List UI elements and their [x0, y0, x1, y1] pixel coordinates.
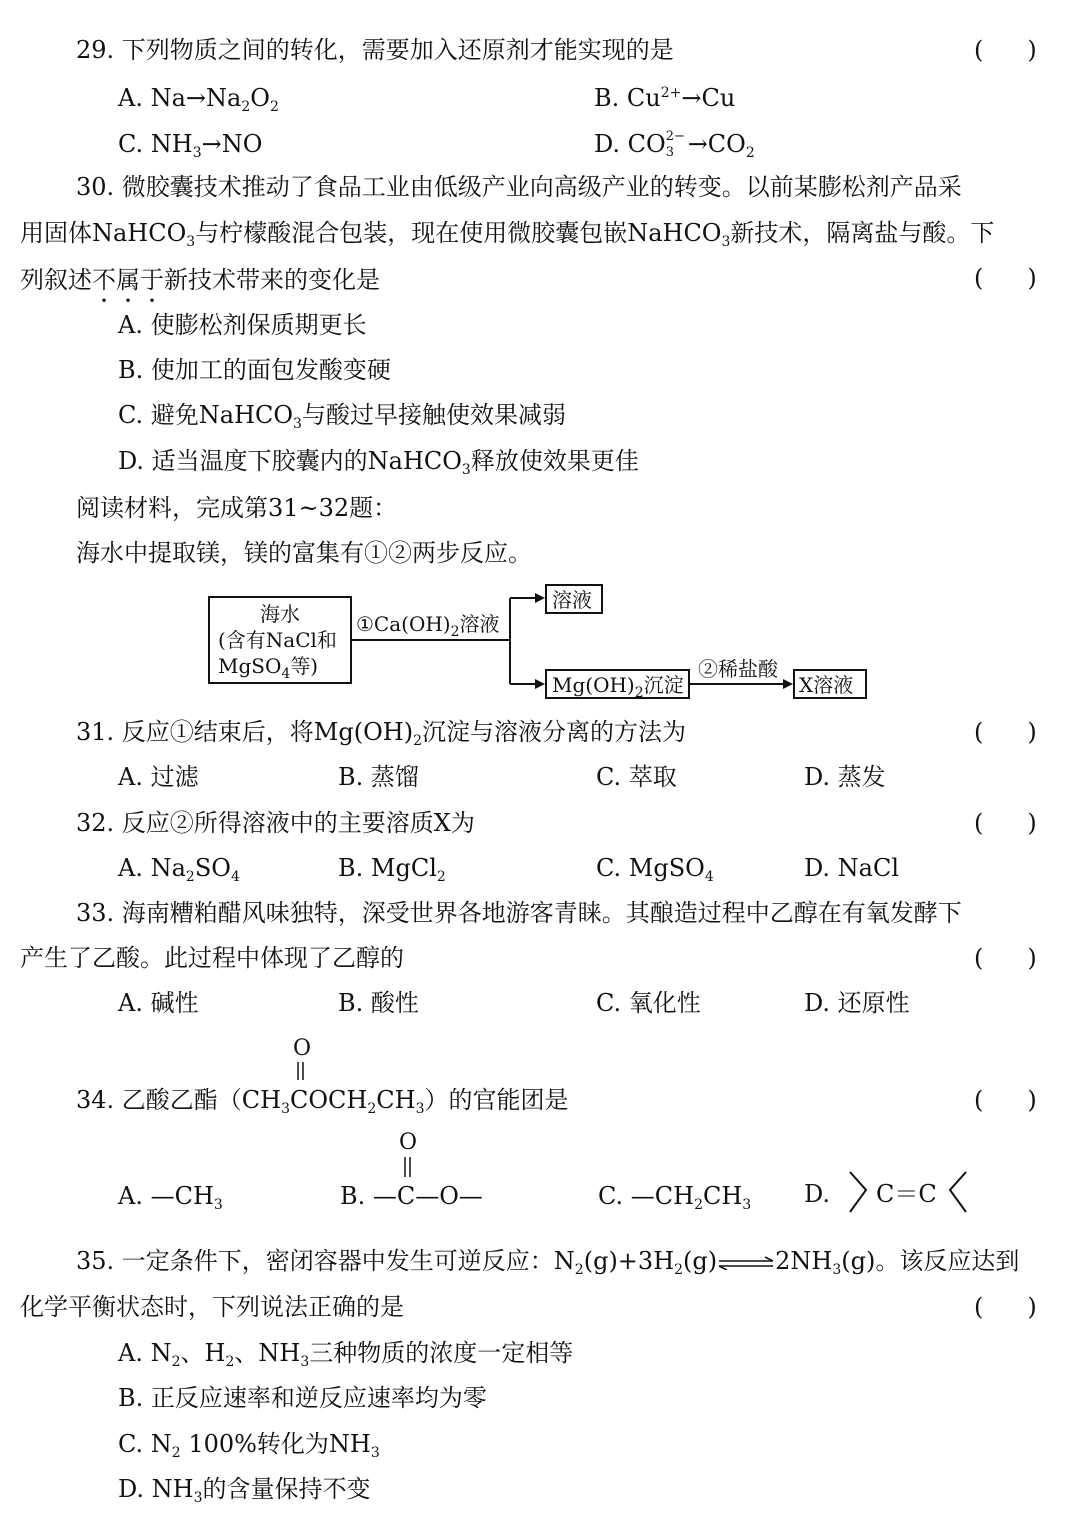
q34-answer-parens[interactable]: ( ) — [974, 1086, 1037, 1114]
q33-option-a[interactable]: A. 碱性 — [118, 989, 199, 1017]
emphasis-dots: 不属于 — [92, 266, 164, 294]
ester-carbonyl-oxygen: O — [293, 1036, 312, 1061]
q30-stem-line2: 用固体NaHCO$_3$与柠檬酸混合包装，现在使用微胶囊包嵌NaHCO$_3$新技术，隔离盐与酸。下 — [20, 219, 995, 250]
reversible-arrow-icon — [717, 1256, 775, 1270]
q30-option-a[interactable]: A. 使膨松剂保质期更长 — [118, 311, 367, 339]
q31-option-c[interactable]: C. 萃取 — [596, 763, 677, 791]
q29-option-b[interactable]: B. $Cu^{2+}\to Cu$ — [594, 84, 736, 112]
q34-stem: 34. 乙酸乙酯$(CH_3COCH_2CH_3)$的官能团是 — [76, 1086, 569, 1117]
q32-answer-parens[interactable]: ( ) — [974, 809, 1037, 837]
q31-option-d[interactable]: D. 蒸发 — [804, 763, 886, 791]
reading-text: 海水中提取镁，镁的富集有①②两步反应。 — [76, 539, 532, 567]
q32-stem: 32. 反应②所得溶液中的主要溶质X为 — [76, 809, 475, 837]
q30-option-b[interactable]: B. 使加工的面包发酸变硬 — [118, 356, 391, 384]
q34-option-a[interactable]: A. $—CH_3$ — [118, 1182, 223, 1213]
q33-option-d[interactable]: D. 还原性 — [804, 989, 910, 1017]
x-solution-box: X溶液 — [793, 669, 867, 699]
q29-answer-parens[interactable]: ( ) — [974, 36, 1037, 64]
q30-answer-parens[interactable]: ( ) — [974, 264, 1037, 292]
q31-option-a[interactable]: A. 过滤 — [118, 763, 199, 791]
q30-stem-line3: 列叙述不属于新技术带来的变化是 — [20, 266, 380, 294]
q31-option-b[interactable]: B. 蒸馏 — [338, 763, 419, 791]
q32-option-a[interactable]: A. $Na_2SO_4$ — [118, 854, 240, 885]
diagram-arrows — [0, 0, 1080, 720]
q34-option-c[interactable]: C. $—CH_2CH_3$ — [598, 1182, 752, 1213]
precipitate-box: $Mg(OH)_2$沉淀 — [545, 669, 690, 699]
q32-option-d[interactable]: D. NaCl — [804, 854, 899, 882]
step2-label: ②稀盐酸 — [698, 657, 778, 681]
q35-stem-line1: 35. 一定条件下，密闭容器中发生可逆反应：$N_2(g)+3H_2(g)$ $2NH_3(g)$。该反应达到 — [76, 1247, 1020, 1278]
q35-option-b[interactable]: B. 正反应速率和逆反应速率均为零 — [118, 1384, 487, 1412]
seawater-box: 海水 (含有NaCl和 MgSO$_4$等) — [208, 596, 352, 684]
q35-option-c[interactable]: C. $N_2$ 100%转化为$NH_3$ — [118, 1430, 380, 1461]
solution-box: 溶液 — [545, 584, 603, 614]
q35-option-a[interactable]: A. $N_2$、$H_2$、$NH_3$三种物质的浓度一定相等 — [118, 1339, 574, 1370]
q33-option-c[interactable]: C. 氧化性 — [596, 989, 701, 1017]
q34-option-b[interactable]: B. —C—O— — [340, 1182, 483, 1210]
q33-option-b[interactable]: B. 酸性 — [338, 989, 419, 1017]
q34-option-d[interactable]: D. C＝C — [804, 1180, 937, 1208]
q29-option-d[interactable]: D. CO 2− 3 $\to CO_2$ — [594, 129, 755, 161]
reading-intro: 阅读材料，完成第31~32题： — [76, 494, 398, 522]
q29-option-a[interactable]: A. $Na\to Na_2O_2$ — [118, 84, 279, 115]
option-b-oxygen: O — [399, 1130, 418, 1155]
q35-stem-line2: 化学平衡状态时，下列说法正确的是 — [20, 1293, 404, 1321]
q35-answer-parens[interactable]: ( ) — [974, 1293, 1037, 1321]
q33-stem-line1: 33. 海南糟粕醋风味独特，深受世界各地游客青睐。其酿造过程中乙醇在有氧发酵下 — [76, 899, 962, 927]
q29-option-c[interactable]: C. $NH_3\to NO$ — [118, 130, 263, 161]
q33-stem-line2: 产生了乙酸。此过程中体现了乙醇的 — [20, 944, 404, 972]
q31-answer-parens[interactable]: ( ) — [974, 718, 1037, 746]
step1-label: $①Ca(OH)_2$溶液 — [356, 612, 500, 640]
q33-answer-parens[interactable]: ( ) — [974, 944, 1037, 972]
q29-stem: 29. 下列物质之间的转化，需要加入还原剂才能实现的是 — [76, 36, 674, 64]
q30-option-c[interactable]: C. 避免NaHCO$_3$与酸过早接触使效果减弱 — [118, 401, 566, 432]
q32-option-c[interactable]: C. MgSO$_4$ — [596, 854, 714, 885]
q30-stem-line1: 30. 微胶囊技术推动了食品工业由低级产业向高级产业的转变。以前某膨松剂产品采 — [76, 173, 962, 201]
q31-stem: 31. 反应①结束后，将$Mg(OH)_2$沉淀与溶液分离的方法为 — [76, 718, 686, 749]
q32-option-b[interactable]: B. MgCl$_2$ — [338, 854, 446, 885]
q30-option-d[interactable]: D. 适当温度下胶囊内的NaHCO$_3$释放使效果更佳 — [118, 447, 639, 478]
q35-option-d[interactable]: D. $NH_3$的含量保持不变 — [118, 1475, 371, 1506]
